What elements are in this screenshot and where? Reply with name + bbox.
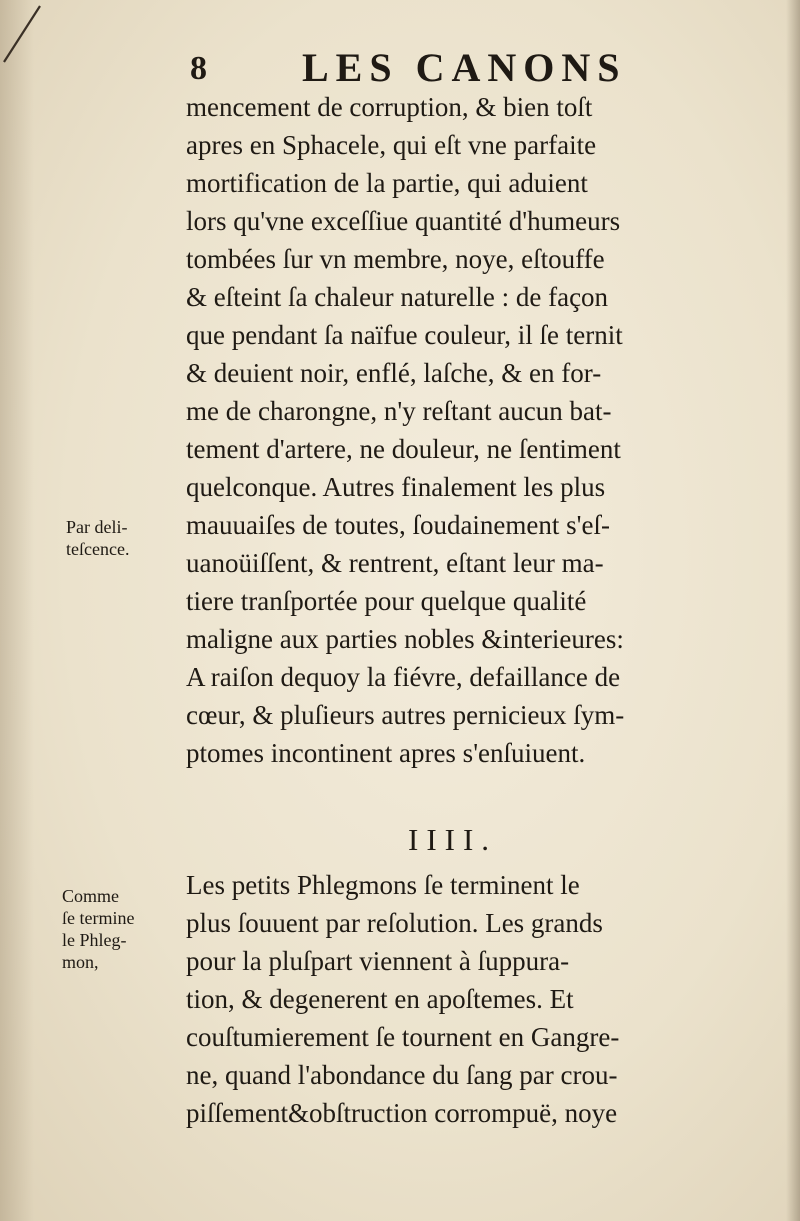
margin-note-line: ſe termine [62,908,135,928]
margin-note-line: Par deli- [66,517,128,537]
page-header [186,44,766,94]
text-line: ptomes incontinent apres s'enſuiuent. [186,738,586,768]
text-line: mauuaiſes de toutes, ſoudainement s'eſ- [186,510,610,540]
margin-note-delitescence [66,516,129,560]
text-line: couſtumierement ſe tournent en Gangre- [186,1022,620,1052]
text-line: que pendant ſa naïfue couleur, il ſe ternit [186,320,623,350]
text-line: tiere tranſportée pour quelque qualité [186,586,587,616]
page-edge-shadow [786,0,800,1221]
text-line: cœur, & pluſieurs autres pernicieux ſym- [186,700,625,730]
text-line: & eſteint ſa chaleur naturelle : de façon [186,282,609,312]
margin-note-phlegmon [62,885,134,973]
text-line: apres en Sphacele, qui eſt vne parfaite [186,130,597,160]
text-line: A raiſon dequoy la fiévre, defaillance de [186,662,621,692]
text-line: plus ſouuent par reſolution. Les grands [186,908,603,938]
text-line: tement d'artere, ne douleur, ne ſentiment [186,434,621,464]
running-head: LES CANONS [302,45,627,90]
margin-note-line: mon, [62,952,99,972]
body-text-block-2 [186,866,776,1132]
text-line: tombées ſur vn membre, noye, eſtouffe [186,244,605,274]
text-line: mencement de corruption, & bien toſt [186,92,593,122]
section-heading: IIII. [408,822,498,857]
text-line: Les petits Phlegmons ſe terminent le [186,870,580,900]
page-number: 8 [190,50,208,87]
text-line: tion, & degenerent en apoſtemes. Et [186,984,574,1014]
text-line: lors qu'vne exceſſiue quantité d'humeurs [186,206,621,236]
ink-stroke-mark [0,0,60,70]
text-line: uanoüiſſent, & rentrent, eſtant leur ma- [186,548,604,578]
text-line: mortification de la partie, qui aduient [186,168,588,198]
text-line: ne, quand l'abondance du ſang par crou- [186,1060,618,1090]
text-line: pour la pluſpart viennent à ſuppura- [186,946,570,976]
text-line: maligne aux parties nobles &interieures: [186,624,624,654]
text-line: & deuient noir, enflé, laſche, & en for- [186,358,602,388]
margin-note-line: le Phleg- [62,930,127,950]
margin-note-line: teſcence. [66,539,130,559]
text-line: piſſement&obſtruction corrompuë, noye [186,1098,618,1128]
body-text-block-1 [186,88,776,772]
margin-note-line: Comme [62,886,119,906]
binding-shadow [0,0,34,1221]
text-line: quelconque. Autres finalement les plus [186,472,606,502]
text-line: me de charongne, n'y reſtant aucun bat- [186,396,612,426]
